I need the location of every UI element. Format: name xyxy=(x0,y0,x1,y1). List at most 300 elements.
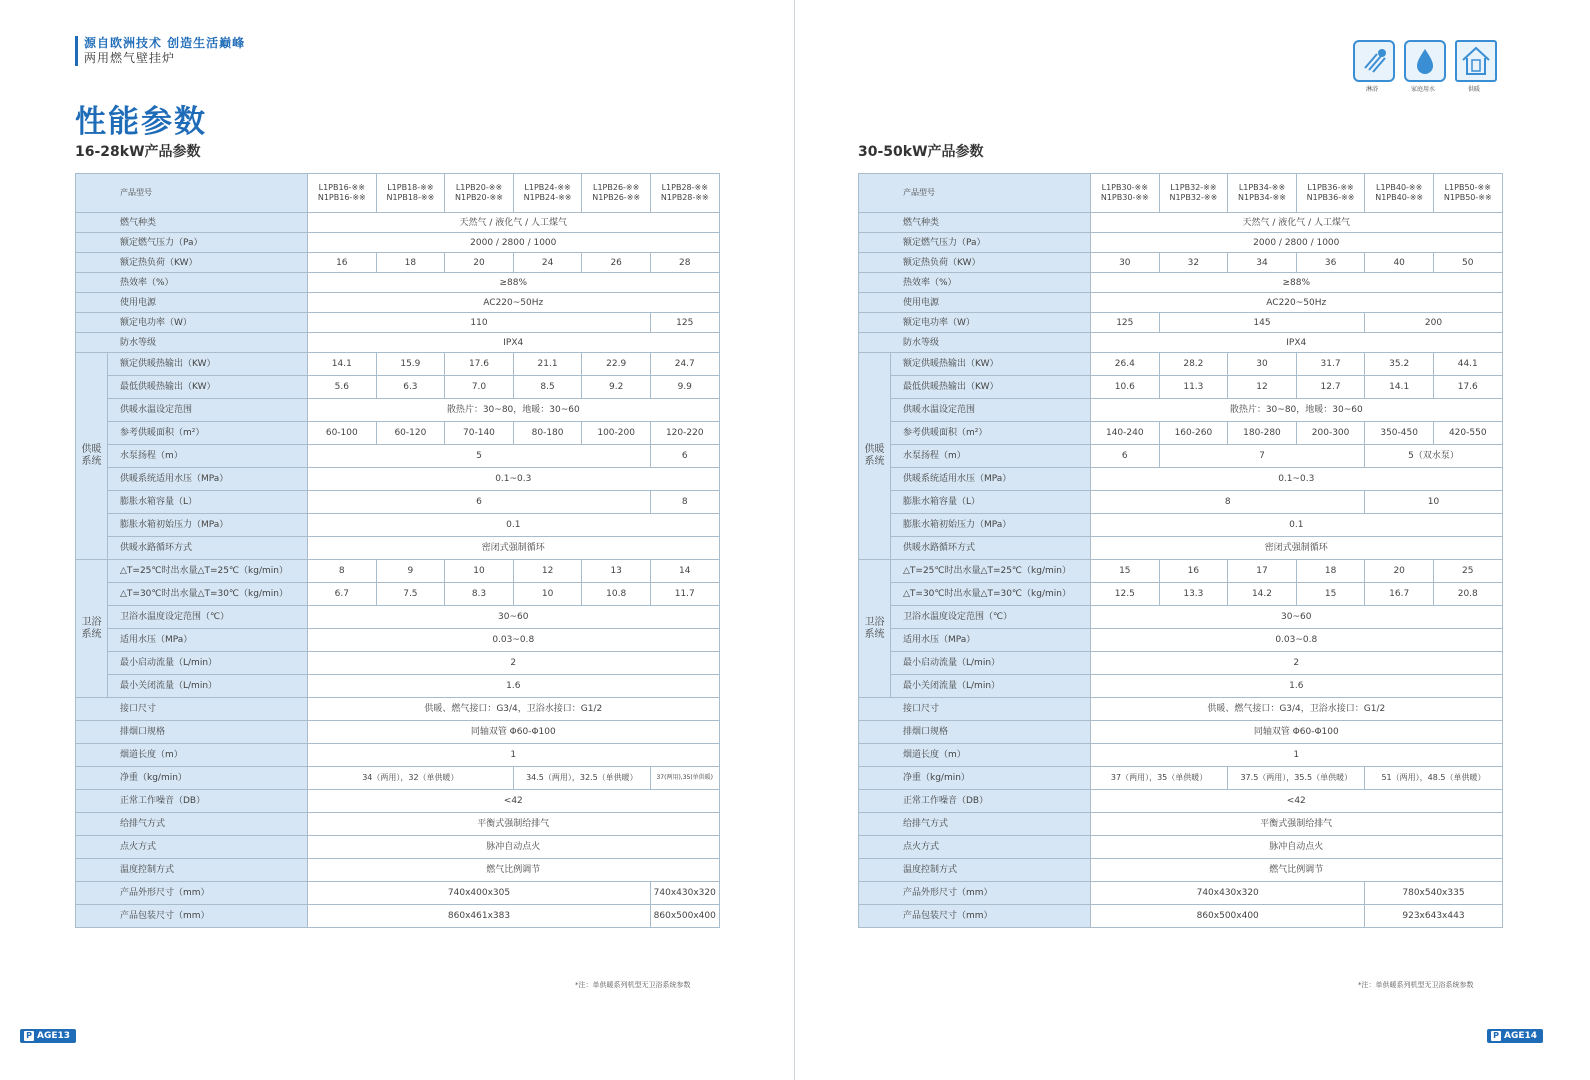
table-row xyxy=(859,560,1503,583)
value-cell: 740x430x320 xyxy=(1091,882,1365,905)
value-cell: 24.7 xyxy=(650,353,719,376)
model-cell xyxy=(376,174,445,213)
table-row xyxy=(859,629,1503,652)
param-label: 净重（kg/min） xyxy=(859,767,1091,790)
param-label: 额定热负荷（KW） xyxy=(859,253,1091,273)
param-label: 燃气种类 xyxy=(76,213,308,233)
value-cell: 燃气比例调节 xyxy=(1091,859,1503,882)
param-label: 膨胀水箱初始压力（MPa） xyxy=(891,514,1091,537)
value-cell: 11.7 xyxy=(650,583,719,606)
feature-icons xyxy=(1353,40,1528,95)
page-p-icon: P xyxy=(1491,1031,1501,1041)
table-row xyxy=(76,560,720,583)
value-cell: 9.9 xyxy=(650,376,719,399)
value-cell: 40 xyxy=(1365,253,1434,273)
value-cell: 10 xyxy=(513,583,582,606)
param-label: 供暖水温设定范围 xyxy=(108,399,308,422)
value-cell: 200-300 xyxy=(1296,422,1365,445)
model-code-n: N1PB26-※※ xyxy=(592,193,641,202)
param-label: △T=25℃时出水量△T=25℃（kg/min） xyxy=(891,560,1091,583)
brand-header xyxy=(75,36,245,66)
table-row xyxy=(859,652,1503,675)
value-cell: 125 xyxy=(1091,313,1160,333)
param-label: 产品型号 xyxy=(76,174,308,213)
table-row xyxy=(859,353,1503,376)
table-row xyxy=(859,537,1503,560)
page-p-icon: P xyxy=(24,1031,34,1041)
value-cell: 密闭式强制循环 xyxy=(1091,537,1503,560)
table-row xyxy=(859,422,1503,445)
table-row xyxy=(859,882,1503,905)
value-cell: 34.5（两用），32.5（单供暖） xyxy=(513,767,650,790)
value-cell: 2000 / 2800 / 1000 xyxy=(1091,233,1503,253)
value-cell: 0.1~0.3 xyxy=(308,468,720,491)
value-cell: 44.1 xyxy=(1433,353,1502,376)
value-cell: 780x540x335 xyxy=(1365,882,1502,905)
value-cell: 20 xyxy=(445,253,514,273)
table-row xyxy=(859,836,1503,859)
param-label: 净重（kg/min） xyxy=(76,767,308,790)
table-row xyxy=(76,468,720,491)
param-label: 适用水压（MPa） xyxy=(108,629,308,652)
value-cell: 17.6 xyxy=(1433,376,1502,399)
param-label: 供暖水路循环方式 xyxy=(108,537,308,560)
table-row xyxy=(76,333,720,353)
value-cell: 30 xyxy=(1228,353,1297,376)
table-row xyxy=(76,629,720,652)
table-row xyxy=(859,445,1503,468)
value-cell: 22.9 xyxy=(582,353,651,376)
value-cell: 80-180 xyxy=(513,422,582,445)
value-cell: 100-200 xyxy=(582,422,651,445)
model-code-l: L1PB24-※※ xyxy=(524,183,571,192)
value-cell: ≥88% xyxy=(1091,273,1503,293)
left-page-num-text: AGE13 xyxy=(37,1031,71,1041)
value-cell: 供暖、燃气接口：G3/4，卫浴水接口：G1/2 xyxy=(1091,698,1503,721)
value-cell: 12 xyxy=(513,560,582,583)
param-label: 最小启动流量（L/min） xyxy=(108,652,308,675)
value-cell: 8 xyxy=(308,560,377,583)
value-cell: 60-120 xyxy=(376,422,445,445)
param-label: 温度控制方式 xyxy=(859,859,1091,882)
value-cell: 8 xyxy=(650,491,719,514)
brand-product: 两用燃气壁挂炉 xyxy=(84,51,176,65)
value-cell: 26 xyxy=(582,253,651,273)
house-heating-icon xyxy=(1455,40,1497,82)
table-row xyxy=(76,537,720,560)
model-cell xyxy=(582,174,651,213)
param-label: 热效率（%） xyxy=(76,273,308,293)
model-cell xyxy=(650,174,719,213)
value-cell: 脉冲自动点火 xyxy=(308,836,720,859)
value-cell: 天然气 / 液化气 / 人工煤气 xyxy=(308,213,720,233)
value-cell: 15.9 xyxy=(376,353,445,376)
value-cell: 145 xyxy=(1159,313,1365,333)
model-cell xyxy=(1159,174,1228,213)
param-label: 排烟口规格 xyxy=(859,721,1091,744)
table-row xyxy=(76,767,720,790)
value-cell: 0.1 xyxy=(1091,514,1503,537)
value-cell: 8.3 xyxy=(445,583,514,606)
value-cell: 天然气 / 液化气 / 人工煤气 xyxy=(1091,213,1503,233)
model-cell xyxy=(513,174,582,213)
value-cell: 51（两用），48.5（单供暖） xyxy=(1365,767,1502,790)
value-cell: 860x461x383 xyxy=(308,905,651,928)
value-cell: 7 xyxy=(1159,445,1365,468)
value-cell: 34（两用），32（单供暖） xyxy=(308,767,514,790)
value-cell: IPX4 xyxy=(308,333,720,353)
value-cell: 37（两用），35（单供暖） xyxy=(1091,767,1228,790)
param-label: 热效率（%） xyxy=(859,273,1091,293)
value-cell: 18 xyxy=(1296,560,1365,583)
model-cell xyxy=(445,174,514,213)
model-code-n: N1PB40-※※ xyxy=(1375,193,1424,202)
model-code-l: L1PB26-※※ xyxy=(593,183,640,192)
table-row xyxy=(859,905,1503,928)
table-row xyxy=(859,273,1503,293)
model-cell xyxy=(1296,174,1365,213)
table-row xyxy=(76,514,720,537)
model-code-n: N1PB34-※※ xyxy=(1238,193,1286,202)
table-row xyxy=(76,293,720,313)
value-cell: 0.03~0.8 xyxy=(308,629,720,652)
param-label: 额定燃气压力（Pa） xyxy=(76,233,308,253)
model-code-l: L1PB50-※※ xyxy=(1444,183,1491,192)
param-label: 产品外形尺寸（mm） xyxy=(859,882,1091,905)
model-code-l: L1PB36-※※ xyxy=(1307,183,1354,192)
value-cell: 同轴双管 Φ60-Φ100 xyxy=(308,721,720,744)
param-label: 温度控制方式 xyxy=(76,859,308,882)
value-cell: 16.7 xyxy=(1365,583,1434,606)
value-cell: 50 xyxy=(1433,253,1502,273)
value-cell: 420-550 xyxy=(1433,422,1502,445)
table-row xyxy=(859,859,1503,882)
param-label: 水泵扬程（m） xyxy=(108,445,308,468)
param-label: 额定电功率（W） xyxy=(76,313,308,333)
model-cell xyxy=(1365,174,1434,213)
model-code-l: L1PB34-※※ xyxy=(1238,183,1286,192)
table-row xyxy=(76,353,720,376)
model-code-n: N1PB18-※※ xyxy=(386,193,435,202)
value-cell: 15 xyxy=(1091,560,1160,583)
brand-slogan: 源自欧洲技术 创造生活巅峰 xyxy=(84,36,246,50)
table-row xyxy=(859,293,1503,313)
param-label: 卫浴水温度设定范围（℃） xyxy=(108,606,308,629)
table-row xyxy=(859,583,1503,606)
table-row xyxy=(76,273,720,293)
value-cell: 1 xyxy=(1091,744,1503,767)
param-label: 额定供暖热输出（KW） xyxy=(891,353,1091,376)
table-row xyxy=(76,744,720,767)
param-label: 给排气方式 xyxy=(859,813,1091,836)
table-row xyxy=(76,313,720,333)
param-label: 烟道长度（m） xyxy=(76,744,308,767)
param-label: 额定热负荷（KW） xyxy=(76,253,308,273)
value-cell: 14.2 xyxy=(1228,583,1297,606)
param-label: 接口尺寸 xyxy=(76,698,308,721)
table-row xyxy=(76,652,720,675)
value-cell: 12.5 xyxy=(1091,583,1160,606)
param-label: 排烟口规格 xyxy=(76,721,308,744)
table-row xyxy=(76,905,720,928)
param-label: 膨胀水箱容量（L） xyxy=(891,491,1091,514)
param-label: 额定供暖热输出（KW） xyxy=(108,353,308,376)
left-note: *注：单供暖系列机型无卫浴系统参数 xyxy=(575,981,691,989)
table-row xyxy=(859,767,1503,790)
table-row xyxy=(859,213,1503,233)
value-cell: 125 xyxy=(650,313,719,333)
value-cell: 7.5 xyxy=(376,583,445,606)
value-cell: 20.8 xyxy=(1433,583,1502,606)
table-row xyxy=(859,399,1503,422)
param-label: 正常工作噪音（DB） xyxy=(859,790,1091,813)
value-cell: 2 xyxy=(308,652,720,675)
value-cell: 30~60 xyxy=(1091,606,1503,629)
value-cell: 燃气比例调节 xyxy=(308,859,720,882)
table-row xyxy=(859,468,1503,491)
value-cell: 26.4 xyxy=(1091,353,1160,376)
value-cell: 860x500x400 xyxy=(1091,905,1365,928)
model-code-l: L1PB32-※※ xyxy=(1170,183,1217,192)
value-cell: 31.7 xyxy=(1296,353,1365,376)
value-cell: 60-100 xyxy=(308,422,377,445)
value-cell: 10.8 xyxy=(582,583,651,606)
table-row xyxy=(76,174,720,213)
value-cell: 120-220 xyxy=(650,422,719,445)
param-label: 使用电源 xyxy=(859,293,1091,313)
value-cell: 1 xyxy=(308,744,720,767)
table-row xyxy=(859,606,1503,629)
model-code-n: N1PB28-※※ xyxy=(660,193,709,202)
table-row xyxy=(76,882,720,905)
table-row xyxy=(76,813,720,836)
param-label: 产品包装尺寸（mm） xyxy=(859,905,1091,928)
param-label: 膨胀水箱初始压力（MPa） xyxy=(108,514,308,537)
param-label: 产品包装尺寸（mm） xyxy=(76,905,308,928)
value-cell: 6 xyxy=(308,491,651,514)
param-label: 供暖系统适用水压（MPa） xyxy=(891,468,1091,491)
table-row xyxy=(76,583,720,606)
param-label: 烟道长度（m） xyxy=(859,744,1091,767)
value-cell: 平衡式强制给排气 xyxy=(1091,813,1503,836)
value-cell: 7.0 xyxy=(445,376,514,399)
left-page-number xyxy=(20,1029,76,1043)
value-cell: 28.2 xyxy=(1159,353,1228,376)
param-label: 防水等级 xyxy=(76,333,308,353)
model-code-n: N1PB24-※※ xyxy=(523,193,572,202)
value-cell: 10 xyxy=(445,560,514,583)
param-label: 点火方式 xyxy=(76,836,308,859)
shower-icon xyxy=(1353,40,1395,82)
left-subtitle: 16-28kW产品参数 xyxy=(75,144,201,160)
value-cell: 35.2 xyxy=(1365,353,1434,376)
param-label: 供暖水温设定范围 xyxy=(891,399,1091,422)
value-cell: 11.3 xyxy=(1159,376,1228,399)
table-row xyxy=(76,399,720,422)
value-cell: 20 xyxy=(1365,560,1434,583)
value-cell: <42 xyxy=(1091,790,1503,813)
param-label: △T=30℃时出水量△T=30℃（kg/min） xyxy=(108,583,308,606)
value-cell: 740x400x305 xyxy=(308,882,651,905)
table-row xyxy=(859,313,1503,333)
value-cell: 180-280 xyxy=(1228,422,1297,445)
value-cell: AC220~50Hz xyxy=(308,293,720,313)
value-cell: 0.1 xyxy=(308,514,720,537)
param-label: 卫浴水温度设定范围（℃） xyxy=(891,606,1091,629)
value-cell: 14.1 xyxy=(1365,376,1434,399)
page-title: 性能参数 xyxy=(75,104,207,140)
value-cell: 16 xyxy=(1159,560,1228,583)
value-cell: 0.03~0.8 xyxy=(1091,629,1503,652)
model-code-n: N1PB50-※※ xyxy=(1443,193,1492,202)
right-subtitle: 30-50kW产品参数 xyxy=(858,144,984,160)
right-page xyxy=(795,0,1590,1080)
value-cell: 36 xyxy=(1296,253,1365,273)
value-cell: <42 xyxy=(308,790,720,813)
group-label-bath: 卫浴系统 xyxy=(859,560,891,698)
value-cell: 37(两用),35(单供暖) xyxy=(650,767,719,790)
group-label-heating: 供暖系统 xyxy=(76,353,108,560)
param-label: 最小关闭流量（L/min） xyxy=(108,675,308,698)
table-row xyxy=(76,422,720,445)
right-spec-table xyxy=(858,173,1503,928)
value-cell: 25 xyxy=(1433,560,1502,583)
value-cell: 9 xyxy=(376,560,445,583)
table-row xyxy=(859,675,1503,698)
table-row xyxy=(76,859,720,882)
group-label-bath: 卫浴系统 xyxy=(76,560,108,698)
param-label: 点火方式 xyxy=(859,836,1091,859)
value-cell: 10 xyxy=(1365,491,1502,514)
table-row xyxy=(76,698,720,721)
param-label: 产品型号 xyxy=(859,174,1091,213)
model-code-l: L1PB30-※※ xyxy=(1101,183,1148,192)
model-cell xyxy=(308,174,377,213)
value-cell: 17.6 xyxy=(445,353,514,376)
value-cell: 32 xyxy=(1159,253,1228,273)
value-cell: 10.6 xyxy=(1091,376,1160,399)
value-cell: 350-450 xyxy=(1365,422,1434,445)
value-cell: 0.1~0.3 xyxy=(1091,468,1503,491)
param-label: 适用水压（MPa） xyxy=(891,629,1091,652)
table-row xyxy=(859,813,1503,836)
table-row xyxy=(859,233,1503,253)
value-cell: 160-260 xyxy=(1159,422,1228,445)
table-row xyxy=(859,333,1503,353)
value-cell: 6.7 xyxy=(308,583,377,606)
value-cell: 12 xyxy=(1228,376,1297,399)
model-cell xyxy=(1091,174,1160,213)
table-row xyxy=(76,790,720,813)
value-cell: 6.3 xyxy=(376,376,445,399)
value-cell: 30 xyxy=(1091,253,1160,273)
model-code-n: N1PB20-※※ xyxy=(455,193,503,202)
value-cell: 6 xyxy=(650,445,719,468)
table-row xyxy=(859,698,1503,721)
value-cell: 6 xyxy=(1091,445,1160,468)
table-row xyxy=(859,514,1503,537)
value-cell: 16 xyxy=(308,253,377,273)
table-row xyxy=(76,253,720,273)
param-label: 正常工作噪音（DB） xyxy=(76,790,308,813)
param-label: 接口尺寸 xyxy=(859,698,1091,721)
value-cell: 同轴双管 Φ60-Φ100 xyxy=(1091,721,1503,744)
table-row xyxy=(859,253,1503,273)
param-label: 供暖系统适用水压（MPa） xyxy=(108,468,308,491)
table-row xyxy=(76,213,720,233)
model-cell xyxy=(1433,174,1502,213)
shower-label: 淋浴 xyxy=(1365,86,1378,93)
param-label: 最小启动流量（L/min） xyxy=(891,652,1091,675)
left-page xyxy=(0,0,794,1080)
param-label: 使用电源 xyxy=(76,293,308,313)
value-cell: 740x430x320 xyxy=(650,882,719,905)
right-note: *注：单供暖系列机型无卫浴系统参数 xyxy=(1358,981,1474,989)
model-cell xyxy=(1228,174,1297,213)
table-row xyxy=(76,836,720,859)
table-row xyxy=(859,174,1503,213)
table-row xyxy=(76,376,720,399)
param-label: 膨胀水箱容量（L） xyxy=(108,491,308,514)
value-cell: 脉冲自动点火 xyxy=(1091,836,1503,859)
param-label: 防水等级 xyxy=(859,333,1091,353)
value-cell: 923x643x443 xyxy=(1365,905,1502,928)
table-row xyxy=(859,744,1503,767)
value-cell: 1.6 xyxy=(308,675,720,698)
value-cell: 13.3 xyxy=(1159,583,1228,606)
model-code-l: L1PB18-※※ xyxy=(387,183,434,192)
value-cell: 34 xyxy=(1228,253,1297,273)
value-cell: 15 xyxy=(1296,583,1365,606)
value-cell: 860x500x400 xyxy=(650,905,719,928)
param-label: △T=30℃时出水量△T=30℃（kg/min） xyxy=(891,583,1091,606)
value-cell: 供暖、燃气接口：G3/4，卫浴水接口：G1/2 xyxy=(308,698,720,721)
table-row xyxy=(76,491,720,514)
value-cell: 散热片：30~80，地暖：30~60 xyxy=(308,399,720,422)
param-label: 参考供暖面积（m²） xyxy=(891,422,1091,445)
table-row xyxy=(859,491,1503,514)
param-label: 最小关闭流量（L/min） xyxy=(891,675,1091,698)
model-code-n: N1PB16-※※ xyxy=(317,193,366,202)
water-label: 家庭用水 xyxy=(1410,86,1435,93)
value-cell: 8 xyxy=(1091,491,1365,514)
value-cell: 30~60 xyxy=(308,606,720,629)
value-cell: 24 xyxy=(513,253,582,273)
param-label: 给排气方式 xyxy=(76,813,308,836)
value-cell: 21.1 xyxy=(513,353,582,376)
water-drop-icon xyxy=(1404,40,1446,82)
value-cell: 散热片：30~80，地暖：30~60 xyxy=(1091,399,1503,422)
param-label: 参考供暖面积（m²） xyxy=(108,422,308,445)
value-cell: AC220~50Hz xyxy=(1091,293,1503,313)
value-cell: 28 xyxy=(650,253,719,273)
value-cell: 200 xyxy=(1365,313,1502,333)
model-code-l: L1PB20-※※ xyxy=(455,183,503,192)
value-cell: 平衡式强制给排气 xyxy=(308,813,720,836)
table-row xyxy=(76,675,720,698)
model-code-n: N1PB32-※※ xyxy=(1169,193,1218,202)
value-cell: 2 xyxy=(1091,652,1503,675)
param-label: 供暖水路循环方式 xyxy=(891,537,1091,560)
table-row xyxy=(859,721,1503,744)
value-cell: 8.5 xyxy=(513,376,582,399)
table-row xyxy=(76,721,720,744)
value-cell: 5（双水泵） xyxy=(1365,445,1502,468)
model-code-n: N1PB30-※※ xyxy=(1100,193,1149,202)
value-cell: 5.6 xyxy=(308,376,377,399)
model-code-l: L1PB16-※※ xyxy=(318,183,365,192)
value-cell: 14 xyxy=(650,560,719,583)
